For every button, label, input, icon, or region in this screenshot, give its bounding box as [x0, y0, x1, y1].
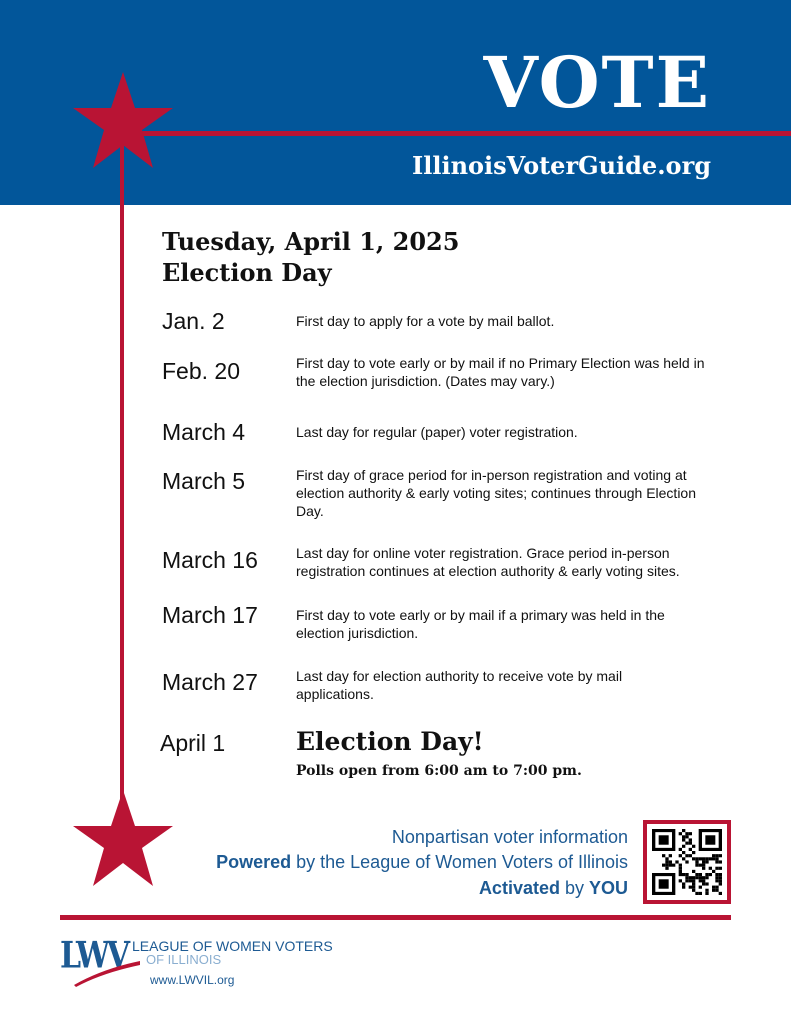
date-description: Last day for regular (paper) voter registration.: [296, 424, 578, 440]
footer-line-3: [479, 879, 628, 897]
logo-swoosh-icon: [72, 949, 142, 987]
date-description: First day to apply for a vote by mail ballot.: [296, 313, 555, 329]
date-label: March 16: [162, 547, 258, 573]
powered-text: by the League of Women Voters of Illinois: [291, 852, 628, 872]
date-label: Jan. 2: [162, 308, 225, 334]
date-description: First day to vote early or by mail if no Primary Election was held in the election jurisdiction. (Dates may vary.): [296, 355, 705, 389]
heading-subtitle: Election Day: [162, 258, 332, 287]
qr-code-icon: [652, 829, 722, 895]
date-label: March 4: [162, 419, 246, 445]
red-vertical-line: [120, 125, 124, 835]
footer-line-1: Nonpartisan voter information: [391, 827, 628, 847]
election-date-label: April 1: [160, 730, 226, 756]
website-link[interactable]: IllinoisVoterGuide.org: [412, 151, 711, 180]
activated-label: Activated: [478, 878, 560, 898]
lwv-logo: [60, 935, 333, 987]
star-icon: [73, 790, 173, 886]
date-description: Last day for election authority to receive vote by mail applications.: [296, 668, 623, 702]
logo-org-name: LEAGUE OF WOMEN VOTERS: [132, 938, 333, 954]
date-description: Last day for online voter registration. Grace period in-person registration continues at election authority & early voting sites.: [296, 545, 680, 579]
logo-org-sub: OF ILLINOIS: [146, 952, 222, 967]
date-label: Feb. 20: [162, 358, 240, 384]
star-icon: [73, 72, 173, 168]
you-label: YOU: [588, 878, 628, 898]
vote-title: VOTE: [483, 41, 711, 124]
red-horizontal-line: [130, 131, 791, 136]
by-text: by: [559, 878, 589, 898]
election-day-title: Election Day!: [296, 727, 484, 756]
heading-date: Tuesday, April 1, 2025: [162, 227, 460, 256]
date-label: March 17: [162, 602, 258, 628]
footer-line-2: [216, 853, 628, 871]
election-heading: [162, 226, 459, 288]
red-divider: [60, 915, 731, 920]
date-label: March 5: [162, 468, 246, 494]
date-description: First day of grace period for in-person registration and voting at election authority & early voting sites; continues through Election Day.: [296, 467, 697, 519]
powered-label: Powered: [216, 852, 292, 872]
lwv-website-link[interactable]: www.LWVIL.org: [150, 973, 235, 987]
lwv-logo-mark: LWV: [60, 935, 128, 977]
polls-hours: Polls open from 6:00 am to 7:00 pm.: [296, 763, 582, 779]
date-label: March 27: [162, 669, 258, 695]
date-description: First day to vote early or by mail if a primary was held in the election jurisdiction.: [296, 607, 665, 641]
qr-code[interactable]: [643, 820, 731, 904]
